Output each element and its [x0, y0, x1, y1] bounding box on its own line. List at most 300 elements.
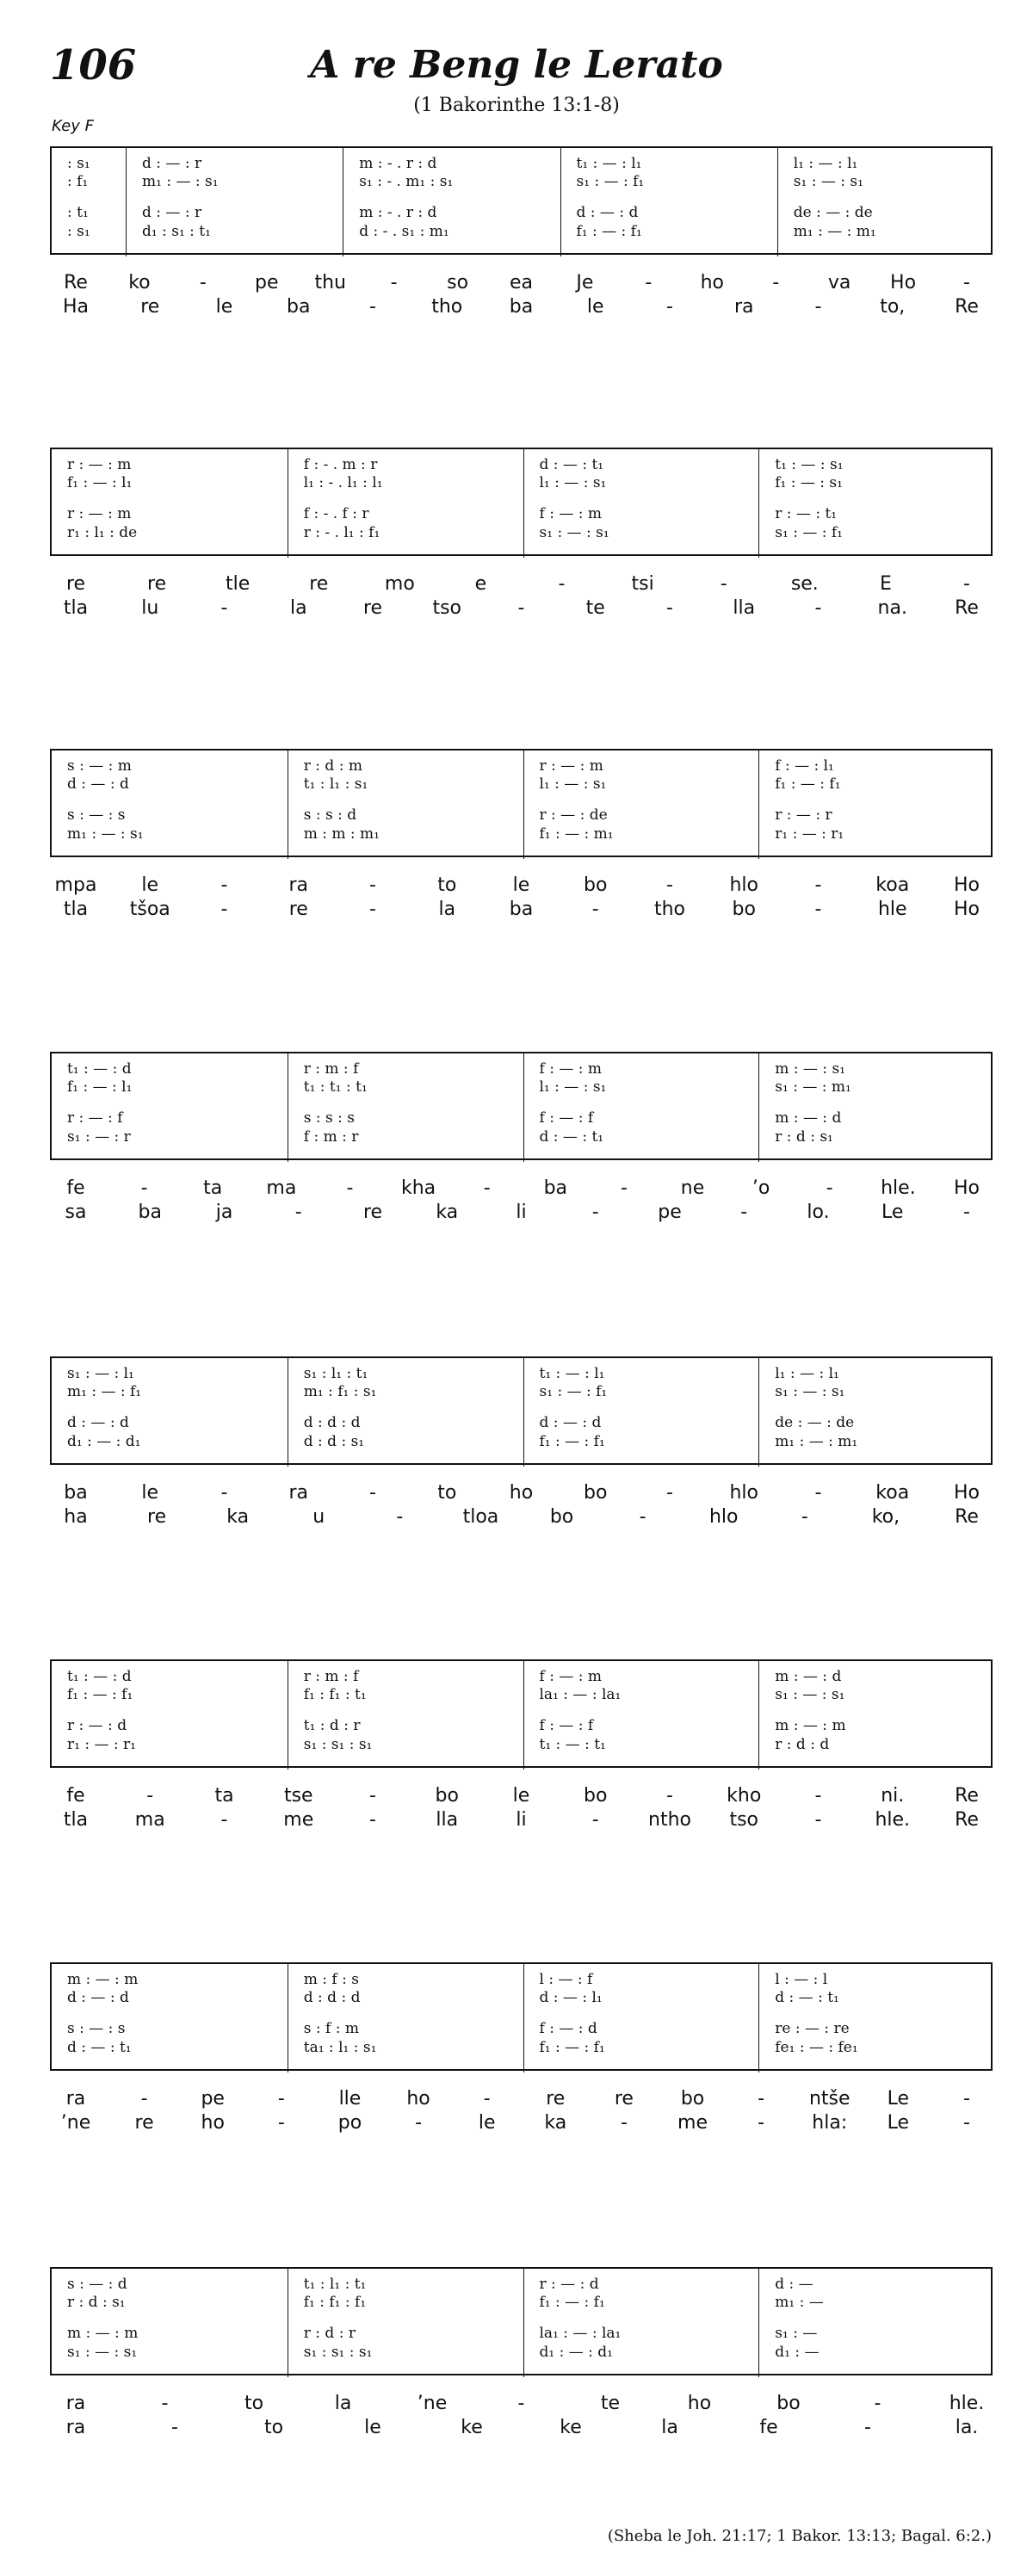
solfa-notes: f : — : m [539, 1668, 602, 1685]
lyric-syllable: - [814, 597, 822, 619]
lyric-syllable: fe [759, 2417, 778, 2438]
lyric-syllable: ra [733, 296, 754, 318]
solfa-notes: s : s : d [303, 806, 357, 824]
measure [758, 449, 995, 558]
solfa-notes: m : — : m [67, 2325, 139, 2342]
solfa-notes: f : - . m : r [303, 456, 378, 473]
lyrics [50, 573, 993, 625]
solfa-notes: f : — : l₁ [775, 757, 834, 775]
solfa-notes: s₁ : — : s₁ [775, 1383, 845, 1400]
lyric-syllable: li [516, 1202, 527, 1223]
lyric-syllable: ’ne [417, 2393, 448, 2414]
solfa-notes: t₁ : — : l₁ [539, 1365, 605, 1382]
lyric-syllable: le [215, 296, 233, 318]
lyric-syllable: ntho [648, 1809, 691, 1831]
lyric-syllable: - [517, 597, 525, 619]
measure [52, 449, 288, 558]
lyric-syllable: pe [658, 1202, 682, 1223]
solfa-notes: d : — : t₁ [539, 456, 604, 473]
lyric-syllable: bo [584, 1785, 608, 1807]
lyric-syllable: ta [214, 1785, 234, 1807]
lyric-syllable: re [614, 2088, 634, 2110]
lyric-syllable: koa [875, 1482, 910, 1504]
solfa-notes: r : d : s₁ [775, 1128, 833, 1146]
lyric-syllable: hlo [708, 1506, 739, 1528]
solfa-notes: f₁ : f₁ : t₁ [303, 1686, 367, 1703]
lyric-syllable: hle. [881, 1177, 916, 1199]
lyric-syllable: ba [543, 1177, 568, 1199]
solfa-notes: r : — : m [539, 757, 603, 775]
lyric-syllable: la [289, 597, 307, 619]
lyric-syllable: Re [955, 1809, 979, 1831]
lyric-syllable: ka [544, 2112, 567, 2134]
lyrics [50, 874, 993, 926]
lyric-syllable: la [661, 2417, 678, 2438]
solfa-notes: d : d : d [303, 1414, 361, 1431]
lyric-syllable: va [827, 272, 851, 293]
solfa-notes: f₁ : — : l₁ [67, 474, 133, 491]
lyric-line-2 [50, 899, 993, 923]
lyric-syllable: - [720, 573, 727, 595]
lyric-syllable: ko [128, 272, 151, 293]
lyric-syllable: pe [201, 2088, 225, 2110]
lyric-syllable: - [758, 2112, 765, 2134]
measure [758, 2269, 995, 2377]
lyric-syllable: - [645, 272, 653, 293]
solfa-notes: r : — : m [67, 505, 132, 522]
solfa-notes: d : — [775, 2276, 813, 2293]
solfa-notes: s₁ : — : s₁ [539, 524, 609, 541]
solfa-notes: f₁ : — : f₁ [576, 223, 642, 240]
lyric-syllable: Re [955, 1506, 979, 1528]
solfa-notes: l₁ : — : s₁ [539, 775, 607, 793]
lyric-syllable: ho [700, 272, 724, 293]
solfa-notes: d : — : d [67, 1414, 129, 1431]
measure [288, 751, 524, 859]
lyric-syllable: to [437, 1482, 457, 1504]
solfa-notes: m : — : d [775, 1109, 842, 1127]
lyrics [50, 2393, 993, 2444]
solfa-notes: d : — : l₁ [539, 1989, 603, 2006]
solfa-notes: f : — : f [539, 1109, 594, 1127]
lyric-syllable: ba [64, 1482, 88, 1504]
solfa-notes: m : - . r : d [359, 204, 437, 221]
measure [343, 148, 560, 256]
lyrics [50, 272, 993, 324]
lyric-syllable: - [140, 1177, 148, 1199]
lyric-syllable: bo [549, 1506, 574, 1528]
lyric-line-1 [50, 874, 993, 899]
solfa-notes: d : - . s₁ : m₁ [359, 223, 449, 240]
solfa-notes: d : — : d [539, 1414, 602, 1431]
lyric-syllable: - [483, 2088, 491, 2110]
solfa-notes: l₁ : — : s₁ [539, 474, 607, 491]
lyric-syllable: - [666, 597, 673, 619]
solfa-notes: d₁ : s₁ : t₁ [142, 223, 211, 240]
lyric-line-1 [50, 1177, 993, 1202]
solfa-notes: s₁ : — [775, 2325, 818, 2342]
lyric-syllable: - [199, 272, 207, 293]
lyric-syllable: le [141, 874, 159, 896]
solfa-notes: f₁ : — : f₁ [539, 2294, 605, 2311]
solfa-notes: s₁ : — : s₁ [775, 1686, 845, 1703]
lyric-syllable: Re [955, 1785, 979, 1807]
solfa-notes: f : — : m [539, 505, 602, 522]
staff-box [50, 749, 993, 857]
solfa-notes: s₁ : - . m₁ : s₁ [359, 173, 454, 190]
solfa-notes: s : s : s [303, 1109, 355, 1127]
lyric-syllable: lla [436, 1809, 459, 1831]
measure [52, 148, 126, 256]
lyric-syllable: la [334, 2393, 352, 2414]
lyric-syllable: ba [287, 296, 311, 318]
measure [523, 1964, 760, 2073]
lyric-syllable: - [963, 2088, 970, 2110]
solfa-notes: d : — : t₁ [775, 1989, 839, 2006]
lyric-syllable: hle. [875, 1809, 911, 1831]
lyric-syllable: - [758, 2088, 765, 2110]
lyric-syllable: Le [887, 2088, 910, 2110]
lyric-syllable: tla [63, 899, 89, 920]
lyric-syllable: - [369, 1482, 376, 1504]
measure [560, 148, 778, 256]
measure [523, 2269, 760, 2377]
solfa-notes: d : d : d [303, 1989, 361, 2006]
solfa-notes: f₁ : — : f₁ [775, 775, 841, 793]
solfa-notes: t₁ : l₁ : t₁ [303, 2276, 367, 2293]
lyric-syllable: kho [727, 1785, 762, 1807]
solfa-notes: m : m : m₁ [303, 825, 380, 843]
solfa-notes: m : — : m [775, 1717, 846, 1734]
solfa-notes: t₁ : — : d [67, 1668, 132, 1685]
lyric-syllable: E [879, 573, 892, 595]
lyric-line-2 [50, 1506, 993, 1530]
solfa-notes: s₁ : — : s₁ [67, 2344, 138, 2361]
measure [523, 1053, 760, 1162]
lyric-syllable: mpa [54, 874, 97, 896]
measure [523, 751, 760, 859]
solfa-notes: t₁ : — : t₁ [539, 1736, 606, 1753]
solfa-notes: r : m : f [303, 1668, 359, 1685]
solfa-notes: s₁ : l₁ : t₁ [303, 1365, 368, 1382]
solfa-notes: m : — : m [67, 1971, 139, 1988]
lyric-syllable: - [666, 296, 673, 318]
lyric-syllable: re [288, 899, 308, 920]
key-signature: Key F [52, 117, 94, 135]
solfa-notes: r : — : t₁ [775, 505, 838, 522]
solfa-notes: fe₁ : — : fe₁ [775, 2039, 858, 2056]
solfa-notes: f₁ : f₁ : f₁ [303, 2294, 367, 2311]
measure [777, 148, 995, 256]
solfa-notes: t₁ : d : r [303, 1717, 361, 1734]
lyric-syllable: le [512, 1785, 530, 1807]
lyric-syllable: - [161, 2393, 169, 2414]
lyric-syllable: ra [65, 2417, 86, 2438]
lyric-syllable: ka [436, 1202, 459, 1223]
solfa-notes: r : m : f [303, 1060, 359, 1078]
scripture-reference: (1 Bakorinthe 13:1-8) [413, 95, 620, 116]
lyric-syllable: pe [255, 272, 279, 293]
lyric-line-1 [50, 1482, 993, 1506]
solfa-notes: r : — : r [775, 806, 832, 824]
lyric-syllable: le [141, 1482, 159, 1504]
lyric-syllable: - [814, 1809, 822, 1831]
lyric-syllable: bo [680, 2088, 705, 2110]
solfa-notes: m₁ : — : m₁ [793, 223, 876, 240]
lyric-syllable: ba [509, 296, 534, 318]
lyric-syllable: u [312, 1506, 325, 1528]
lyric-syllable: - [517, 2393, 525, 2414]
lyric-syllable: - [220, 597, 228, 619]
lyric-syllable: la [438, 899, 456, 920]
lyric-syllable: ko, [871, 1506, 900, 1528]
solfa-notes: r₁ : — : r₁ [775, 825, 844, 843]
lyric-syllable: re [546, 2088, 566, 2110]
lyric-syllable: ho [509, 1482, 534, 1504]
lyric-syllable: tsi [631, 573, 654, 595]
lyric-syllable: - [369, 1785, 376, 1807]
lyric-syllable: - [369, 899, 376, 920]
solfa-notes: s₁ : — : f₁ [775, 524, 843, 541]
lyric-syllable: ra [65, 2088, 86, 2110]
lyric-syllable: ba [509, 899, 534, 920]
solfa-notes: l₁ : — : l₁ [775, 1365, 839, 1382]
lyric-line-1 [50, 2088, 993, 2112]
lyric-syllable: - [666, 1482, 673, 1504]
lyric-syllable: - [220, 1809, 228, 1831]
solfa-notes: d : — : r [142, 204, 202, 221]
solfa-notes: d : — : r [142, 155, 202, 172]
lyric-syllable: lu [141, 597, 159, 619]
solfa-notes: r : - . l₁ : f₁ [303, 524, 380, 541]
solfa-notes: r : d : r [303, 2325, 356, 2342]
lyric-syllable: ea [509, 272, 534, 293]
solfa-notes: s₁ : — : l₁ [67, 1365, 134, 1382]
measure [288, 1964, 524, 2073]
lyric-syllable: - [963, 272, 970, 293]
measure [52, 1358, 288, 1467]
solfa-notes: r : — : f [67, 1109, 123, 1127]
lyric-syllable: - [864, 2417, 871, 2438]
lyric-syllable: re [140, 296, 160, 318]
solfa-notes: s : f : m [303, 2020, 359, 2037]
lyrics [50, 1177, 993, 1229]
lyric-syllable: tle [226, 573, 251, 595]
lyric-syllable: thu [314, 272, 346, 293]
solfa-notes: f : m : r [303, 1128, 359, 1146]
lyric-syllable: sa [65, 1202, 87, 1223]
lyric-syllable: Ha [62, 296, 90, 318]
lyric-syllable: tse [283, 1785, 313, 1807]
lyric-syllable: Je [576, 272, 594, 293]
lyric-syllable: le [478, 2112, 496, 2134]
solfa-notes: s₁ : s₁ : s₁ [303, 2344, 373, 2361]
lyric-syllable: na. [877, 597, 907, 619]
solfa-notes: s₁ : s₁ : s₁ [303, 1736, 373, 1753]
lyric-syllable: tso [432, 597, 462, 619]
solfa-notes: d₁ : — : d₁ [67, 1433, 141, 1450]
lyric-syllable: - [220, 1482, 228, 1504]
lyric-syllable: ma [266, 1177, 297, 1199]
lyric-syllable: - [963, 2112, 970, 2134]
lyric-syllable: - [415, 2112, 423, 2134]
solfa-notes: s₁ : — : r [67, 1128, 131, 1146]
hymn-number: 106 [50, 41, 137, 90]
measure [288, 449, 524, 558]
lyric-line-2 [50, 597, 993, 621]
solfa-notes: l₁ : - . l₁ : l₁ [303, 474, 383, 491]
lyric-syllable: Re [955, 296, 979, 318]
lyric-line-2 [50, 2112, 993, 2136]
lyric-syllable: hlo [729, 874, 759, 896]
lyric-syllable: te [600, 2393, 621, 2414]
measure [288, 2269, 524, 2377]
lyric-syllable: Ho [953, 1482, 980, 1504]
solfa-notes: d : — : d [67, 1989, 129, 2006]
solfa-notes: m : - . r : d [359, 155, 437, 172]
solfa-notes: t₁ : l₁ : s₁ [303, 775, 368, 793]
lyric-syllable: - [814, 874, 822, 896]
lyric-syllable: tho [653, 899, 686, 920]
lyric-syllable: ’o [752, 1177, 770, 1199]
lyric-syllable: - [390, 272, 398, 293]
measure [288, 1053, 524, 1162]
lyric-syllable: - [814, 1482, 822, 1504]
lyric-syllable: - [140, 2088, 148, 2110]
solfa-notes: r : d : s₁ [67, 2294, 126, 2311]
lyric-syllable: ho [687, 2393, 712, 2414]
lyric-syllable: me [283, 1809, 314, 1831]
lyrics [50, 1785, 993, 1837]
lyric-syllable: - [814, 296, 822, 318]
staff-box [50, 1659, 993, 1768]
lyric-syllable: - [740, 1202, 748, 1223]
lyric-line-1 [50, 1785, 993, 1809]
solfa-notes: r₁ : — : r₁ [67, 1736, 136, 1753]
lyric-syllable: se. [790, 573, 819, 595]
lyric-syllable: - [346, 1177, 354, 1199]
solfa-notes: m : — : d [775, 1668, 842, 1685]
solfa-notes: l₁ : — : s₁ [539, 1078, 607, 1096]
solfa-notes: l : — : f [539, 1971, 593, 1988]
lyric-syllable: ja [215, 1202, 233, 1223]
measure [52, 1053, 288, 1162]
lyric-syllable: - [591, 899, 599, 920]
lyric-syllable: re [147, 573, 167, 595]
solfa-notes: m₁ : f₁ : s₁ [303, 1383, 377, 1400]
solfa-notes: de : — : de [793, 204, 873, 221]
solfa-notes: s : — : s [67, 806, 126, 824]
solfa-notes: s₁ : — : m₁ [775, 1078, 851, 1096]
lyric-syllable: - [963, 573, 970, 595]
lyric-syllable: mo [384, 573, 415, 595]
lyric-syllable: - [171, 2417, 178, 2438]
lyric-syllable: - [277, 2112, 285, 2134]
solfa-notes: re : — : re [775, 2020, 850, 2037]
solfa-notes: r₁ : l₁ : de [67, 524, 138, 541]
lyric-syllable: Ho [953, 874, 980, 896]
lyric-syllable: bo [776, 2393, 801, 2414]
lyric-syllable: bo [732, 899, 756, 920]
staff-box [50, 146, 993, 255]
lyric-line-1 [50, 272, 993, 296]
solfa-notes: r : — : m [67, 456, 132, 473]
lyric-syllable: fe [66, 1177, 85, 1199]
staff-box [50, 1052, 993, 1160]
solfa-notes: : s₁ [67, 223, 90, 240]
lyric-syllable: ho [201, 2112, 225, 2134]
staff-box [50, 1356, 993, 1465]
lyric-syllable: le [586, 296, 604, 318]
lyric-syllable: Ho [890, 272, 917, 293]
solfa-notes: f₁ : — : f₁ [539, 1433, 605, 1450]
solfa-notes: r : d : d [775, 1736, 830, 1753]
solfa-notes: d : — : d [576, 204, 639, 221]
lyric-syllable: re [65, 573, 86, 595]
measure [523, 1358, 760, 1467]
lyric-syllable: - [294, 1202, 302, 1223]
lyric-syllable: hlo [729, 1482, 759, 1504]
measure [52, 1964, 288, 2073]
measure [758, 1661, 995, 1770]
solfa-notes: d : — : d [67, 775, 129, 793]
lyric-syllable: so [447, 272, 469, 293]
solfa-notes: m₁ : — [775, 2294, 824, 2311]
lyric-line-1 [50, 2393, 993, 2417]
lyric-syllable: Ho [953, 899, 980, 920]
lyric-syllable: - [814, 899, 822, 920]
lyric-syllable: - [558, 573, 566, 595]
lyric-syllable: re [362, 597, 383, 619]
solfa-notes: d₁ : — [775, 2344, 820, 2361]
lyric-syllable: - [369, 874, 376, 896]
solfa-notes: de : — : de [775, 1414, 855, 1431]
lyric-syllable: e [474, 573, 487, 595]
lyric-syllable: ha [64, 1506, 88, 1528]
lyric-syllable: to [263, 2417, 284, 2438]
lyric-syllable: ntše [808, 2088, 851, 2110]
measure [288, 1661, 524, 1770]
lyric-syllable: to, [880, 296, 906, 318]
lyric-syllable: fe [66, 1785, 85, 1807]
lyric-syllable: ke [461, 2417, 483, 2438]
solfa-notes: : s₁ [67, 155, 90, 172]
hymn-title: A re Beng le Lerato [310, 43, 723, 87]
lyric-line-2 [50, 1809, 993, 1833]
lyric-syllable: re [309, 573, 329, 595]
solfa-notes: r : — : de [539, 806, 608, 824]
lyric-syllable: ba [138, 1202, 162, 1223]
solfa-notes: t₁ : t₁ : t₁ [303, 1078, 368, 1096]
measure [758, 1053, 995, 1162]
lyric-syllable: te [585, 597, 605, 619]
solfa-notes: m₁ : — : f₁ [67, 1383, 142, 1400]
lyric-syllable: ra [288, 1482, 309, 1504]
lyric-syllable: hla: [812, 2112, 848, 2134]
solfa-notes: d : — : t₁ [539, 1128, 604, 1146]
solfa-notes: r : — : d [539, 2276, 599, 2293]
lyric-line-2 [50, 2417, 993, 2441]
solfa-notes: s₁ : — : f₁ [576, 173, 645, 190]
lyric-syllable: - [801, 1506, 808, 1528]
lyric-syllable: ne [680, 1177, 705, 1199]
lyric-syllable: ta [203, 1177, 223, 1199]
lyric-syllable: tšoa [129, 899, 170, 920]
solfa-notes: s : — : d [67, 2276, 127, 2293]
lyric-syllable: ’ne [60, 2112, 91, 2134]
measure [758, 1358, 995, 1467]
lyric-syllable: - [666, 874, 673, 896]
